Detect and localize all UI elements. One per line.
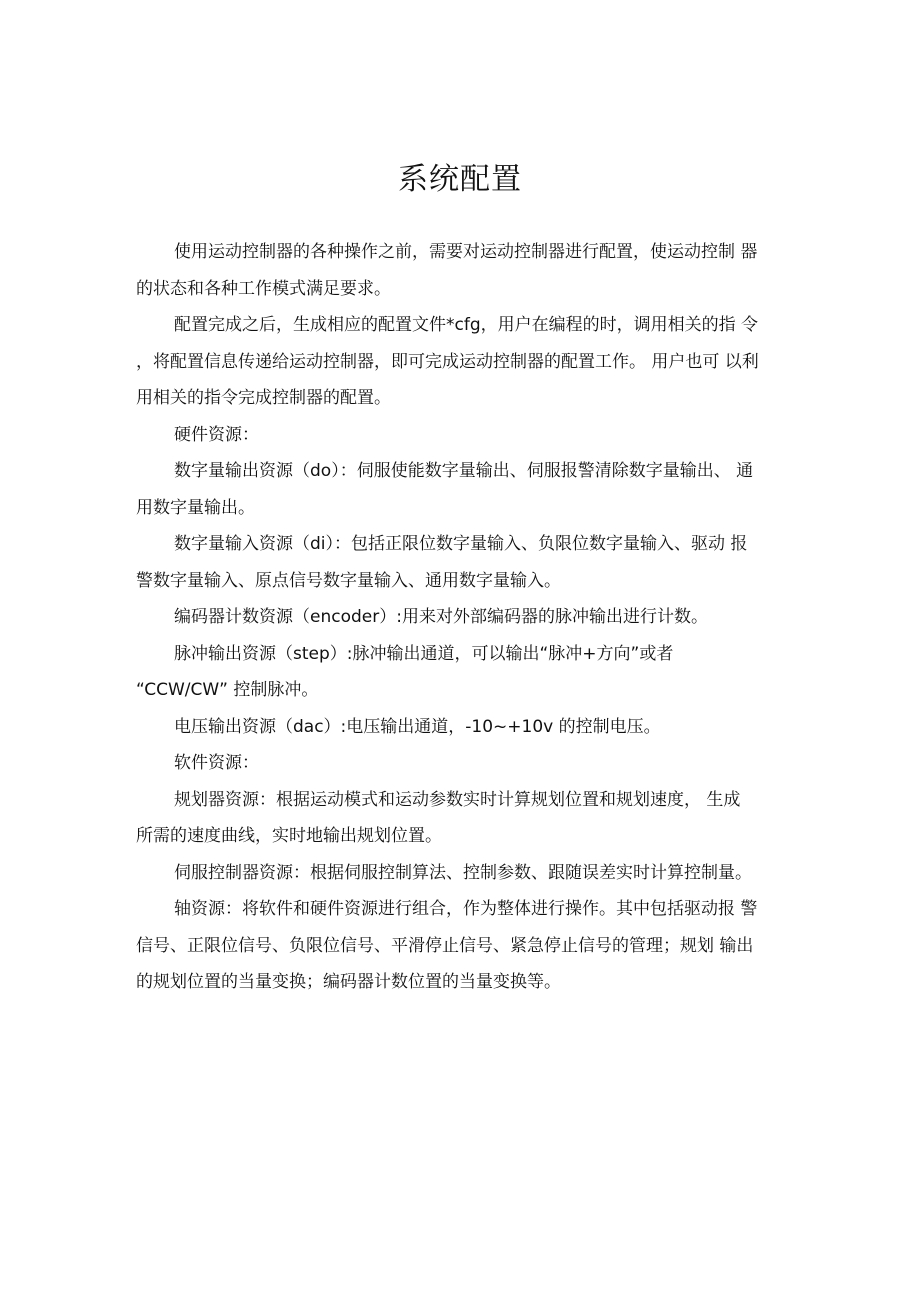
text-line: 规划器资源：根据运动模式和运动参数实时计算规划位置和规划速度， 生成	[174, 789, 741, 810]
text-line: 信号、正限位信号、负限位信号、平滑停止信号、紧急停止信号的管理；规划 输出	[136, 935, 754, 956]
text-line: “CCW/CW” 控制脉冲。	[136, 680, 319, 700]
text-line: 使用运动控制器的各种操作之前，需要对运动控制器进行配置，使运动控制 器	[174, 242, 758, 262]
document-body	[136, 234, 778, 1001]
paragraph-digital-input	[136, 526, 778, 599]
paragraph-dac	[136, 709, 778, 746]
paragraph-usage	[136, 234, 778, 307]
text-line: 脉冲输出资源（step）:脉冲输出通道，可以输出“脉冲+方向”或者	[174, 643, 674, 664]
paragraph-servo-controller	[136, 855, 778, 892]
paragraph-encoder	[136, 599, 778, 636]
paragraph-digital-output	[136, 453, 778, 526]
text-line: 用数字量输出。	[136, 497, 255, 518]
page-title: 系统配置	[398, 162, 522, 197]
text-line: 数字量输出资源（do）：伺服使能数字量输出、伺服报警清除数字量输出、 通	[174, 461, 754, 481]
text-line: 的规划位置的当量变换；编码器计数位置的当量变换等。	[136, 972, 561, 992]
section-heading-software	[136, 745, 778, 782]
text-line: 所需的速度曲线，实时地输出规划位置。	[136, 826, 442, 846]
paragraph-axis	[136, 891, 778, 1001]
text-line: 配置完成之后，生成相应的配置文件*cfg，用户在编程的时，调用相关的指 令	[174, 315, 759, 335]
paragraph-config-file	[136, 307, 778, 417]
text-line: ，将配置信息传递给运动控制器，即可完成运动控制器的配置工作。 用户也可 以利	[136, 351, 759, 372]
paragraph-planner	[136, 782, 778, 855]
text-line: 轴资源：将软件和硬件资源进行组合，作为整体进行操作。其中包括驱动报 警	[174, 899, 758, 919]
text-line: 电压输出资源（dac）:电压输出通道，-10~+10v 的控制电压。	[174, 716, 661, 737]
text-line: 的状态和各种工作模式满足要求。	[136, 278, 391, 299]
text-line: 警数字量输入、原点信号数字量输入、通用数字量输入。	[136, 570, 561, 591]
text-line: 硬件资源：	[174, 424, 259, 445]
text-line: 数字量输入资源（di）：包括正限位数字量输入、负限位数字量输入、驱动 报	[174, 534, 748, 554]
text-line: 编码器计数资源（encoder）:用来对外部编码器的脉冲输出进行计数。	[174, 607, 708, 627]
text-line: 伺服控制器资源：根据伺服控制算法、控制参数、跟随误差实时计算控制量。	[174, 862, 752, 883]
text-line: 用相关的指令完成控制器的配置。	[136, 388, 391, 408]
text-line: 软件资源：	[174, 753, 259, 773]
section-heading-hardware	[136, 417, 778, 454]
paragraph-step	[136, 636, 778, 709]
